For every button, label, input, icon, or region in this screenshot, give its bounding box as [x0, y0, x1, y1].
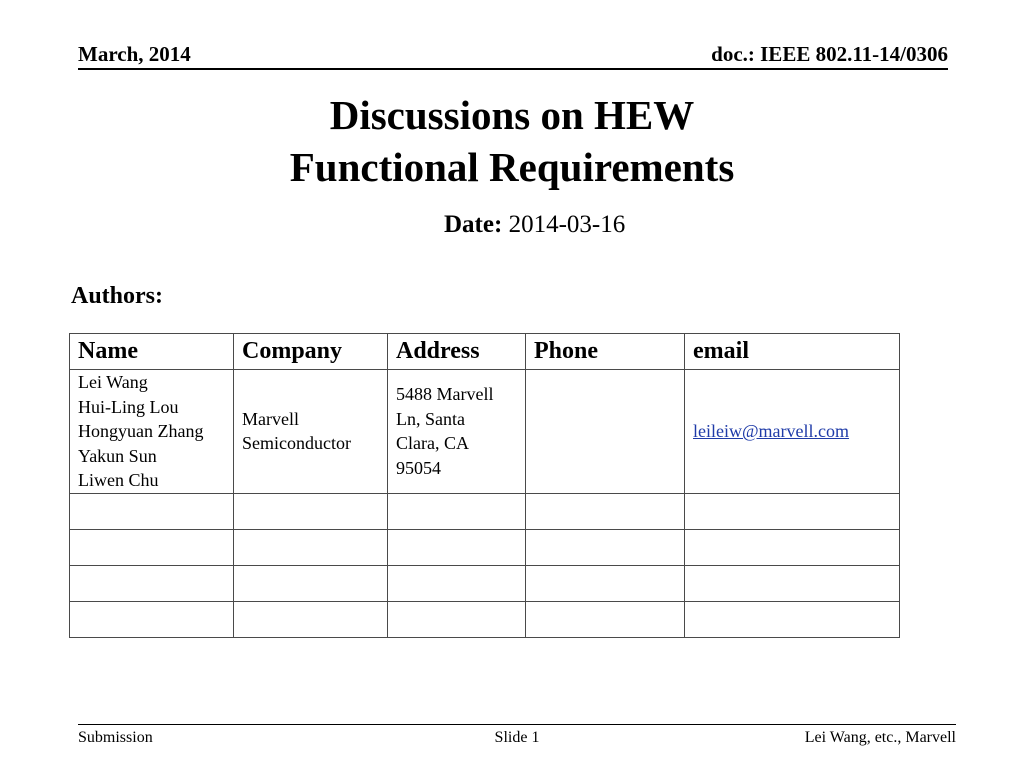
date-label: Date:	[444, 211, 503, 238]
table-row	[70, 493, 900, 529]
address-line: 5488 Marvell	[396, 384, 494, 405]
date-value: 2014-03-16	[508, 211, 626, 238]
email-link[interactable]: leileiw@marvell.com	[693, 421, 850, 441]
footer-submission: Submission	[78, 729, 153, 746]
table-row	[70, 370, 900, 494]
author-name: Yakun Sun	[78, 445, 157, 466]
address-line: Clara, CA	[396, 433, 469, 454]
address-line: 95054	[396, 457, 441, 478]
slide-title	[0, 89, 1024, 193]
empty-cell	[234, 601, 388, 637]
empty-cell	[526, 529, 685, 565]
authors-label: Authors:	[71, 283, 164, 309]
author-name: Liwen Chu	[78, 470, 159, 490]
empty-cell	[388, 529, 526, 565]
empty-cell	[526, 565, 685, 601]
empty-cell	[685, 565, 900, 601]
empty-cell	[70, 601, 234, 637]
title-line-2: Functional Requirements	[289, 144, 735, 190]
empty-cell	[526, 493, 685, 529]
header-address: Address	[388, 334, 526, 370]
empty-cell	[526, 601, 685, 637]
footer-author: Lei Wang, etc., Marvell	[804, 729, 956, 746]
company-line: Marvell	[242, 408, 299, 429]
email-cell	[685, 370, 900, 494]
empty-cell	[70, 529, 234, 565]
empty-cell	[685, 493, 900, 529]
table-row	[70, 601, 900, 637]
table-header-row	[70, 334, 900, 370]
header-doc-id: doc.: IEEE 802.11-14/0306	[711, 42, 948, 66]
header-name: Name	[70, 334, 234, 370]
empty-cell	[70, 565, 234, 601]
header-company: Company	[234, 334, 388, 370]
phone-cell	[526, 370, 685, 494]
footer-slide-number: Slide 1	[494, 729, 540, 746]
empty-cell	[388, 565, 526, 601]
address-cell	[388, 370, 526, 494]
address-line: Ln, Santa	[396, 408, 465, 429]
header-phone: Phone	[526, 334, 685, 370]
slide-footer	[78, 724, 956, 755]
authors-table	[69, 333, 900, 638]
empty-cell	[685, 601, 900, 637]
date-line	[444, 211, 625, 239]
header-date: March, 2014	[78, 42, 191, 66]
author-name: Hongyuan Zhang	[78, 421, 204, 441]
names-cell	[70, 370, 234, 494]
table-row	[70, 529, 900, 565]
company-line: Semiconductor	[242, 433, 351, 454]
empty-cell	[234, 565, 388, 601]
empty-cell	[70, 493, 234, 529]
company-cell	[234, 370, 388, 494]
empty-cell	[234, 493, 388, 529]
header-email: email	[685, 334, 900, 370]
author-name: Hui-Ling Lou	[78, 396, 179, 417]
title-line-1: Discussions on HEW	[329, 92, 695, 138]
empty-cell	[388, 601, 526, 637]
empty-cell	[234, 529, 388, 565]
table-row	[70, 565, 900, 601]
empty-cell	[685, 529, 900, 565]
slide-header	[78, 40, 948, 70]
author-name: Lei Wang	[78, 372, 148, 392]
empty-cell	[388, 493, 526, 529]
